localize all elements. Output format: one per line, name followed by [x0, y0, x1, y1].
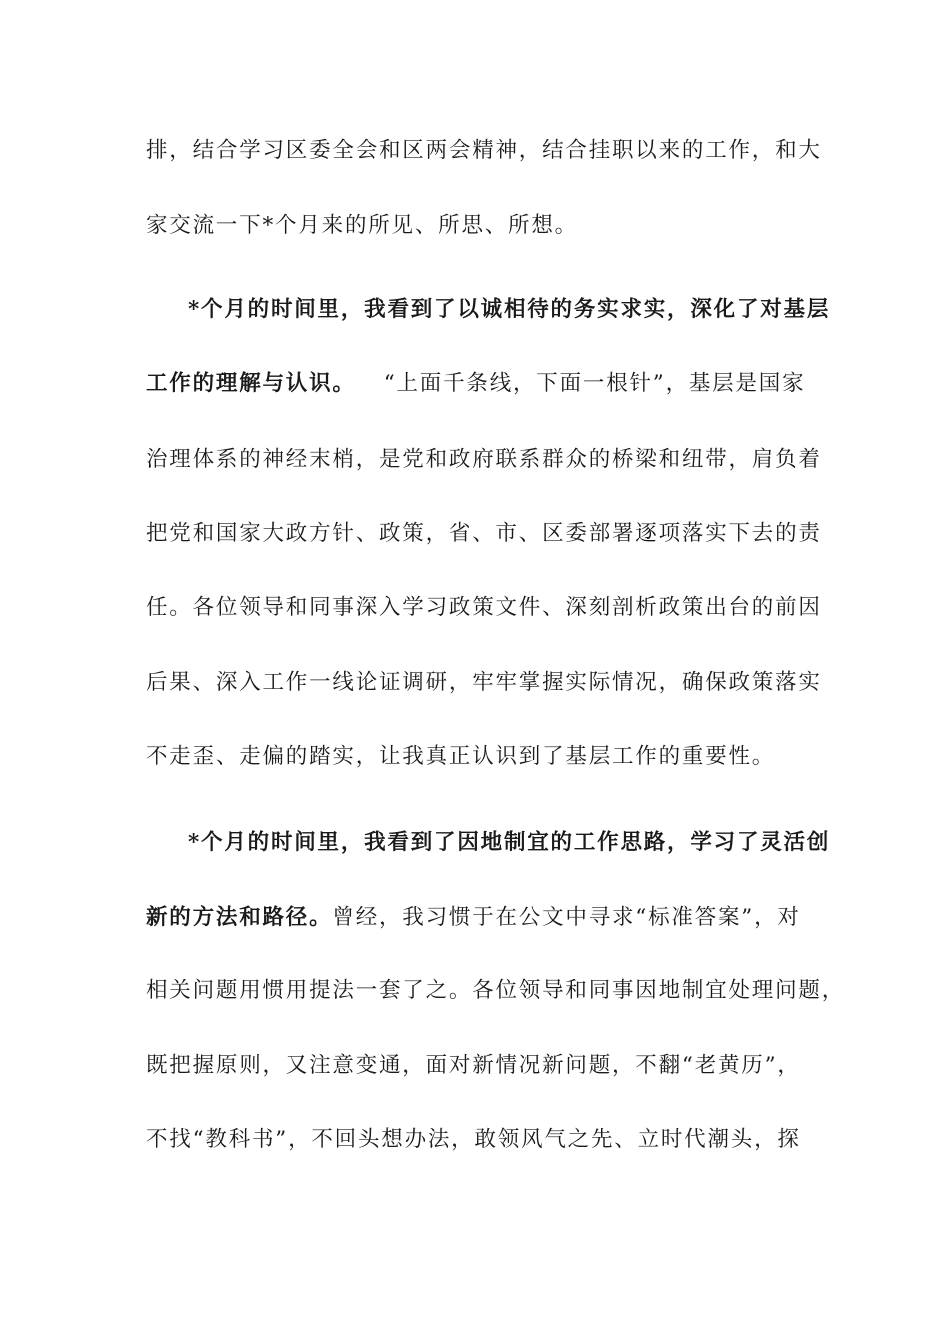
- body-text-line: 不找“教科书”，不回头想办法，敢领风气之先、立时代潮头，探: [146, 1127, 801, 1152]
- body-text-line: 后果、深入工作一线论证调研，牢牢掌握实际情况，确保政策落实: [146, 670, 822, 695]
- section-heading-line: *个月的时间里，我看到了因地制宜的工作思路，学习了灵活创: [188, 830, 831, 855]
- body-text-fragment: 曾经，我习惯于在公文中寻求“标准答案”，对: [332, 905, 801, 930]
- section-heading-fragment: 工作的理解与认识。: [146, 371, 356, 396]
- body-text-line: 不走歪、走偏的踏实，让我真正认识到了基层工作的重要性。: [146, 744, 776, 769]
- body-text-fragment: “上面千条线，下面一根针”，基层是国家: [383, 371, 806, 396]
- body-text-line: 任。各位领导和同事深入学习政策文件、深刻剖析政策出台的前因: [146, 595, 822, 620]
- mixed-text-line: [146, 366, 806, 402]
- section-heading-fragment: 新的方法和路径。: [146, 905, 333, 930]
- section-heading-line: *个月的时间里，我看到了以诚相待的务实求实，深化了对基层: [188, 297, 831, 322]
- body-text-line: 家交流一下*个月来的所见、所思、所想。: [146, 213, 578, 238]
- body-text-line: 相关问题用惯用提法一套了之。各位领导和同事因地制宜处理问题，: [146, 978, 846, 1003]
- mixed-text-line: [146, 900, 806, 936]
- body-text-line: 排，结合学习区委全会和区两会精神，结合挂职以来的工作，和大: [146, 138, 822, 163]
- body-text-line: 既把握原则，又注意变通，面对新情况新问题，不翻“老黄历”，: [146, 1053, 801, 1078]
- body-text-line: 把党和国家大政方针、政策，省、市、区委部署逐项落实下去的责: [146, 521, 822, 546]
- body-text-line: 治理体系的神经末梢，是党和政府联系群众的桥梁和纽带，肩负着: [146, 447, 822, 472]
